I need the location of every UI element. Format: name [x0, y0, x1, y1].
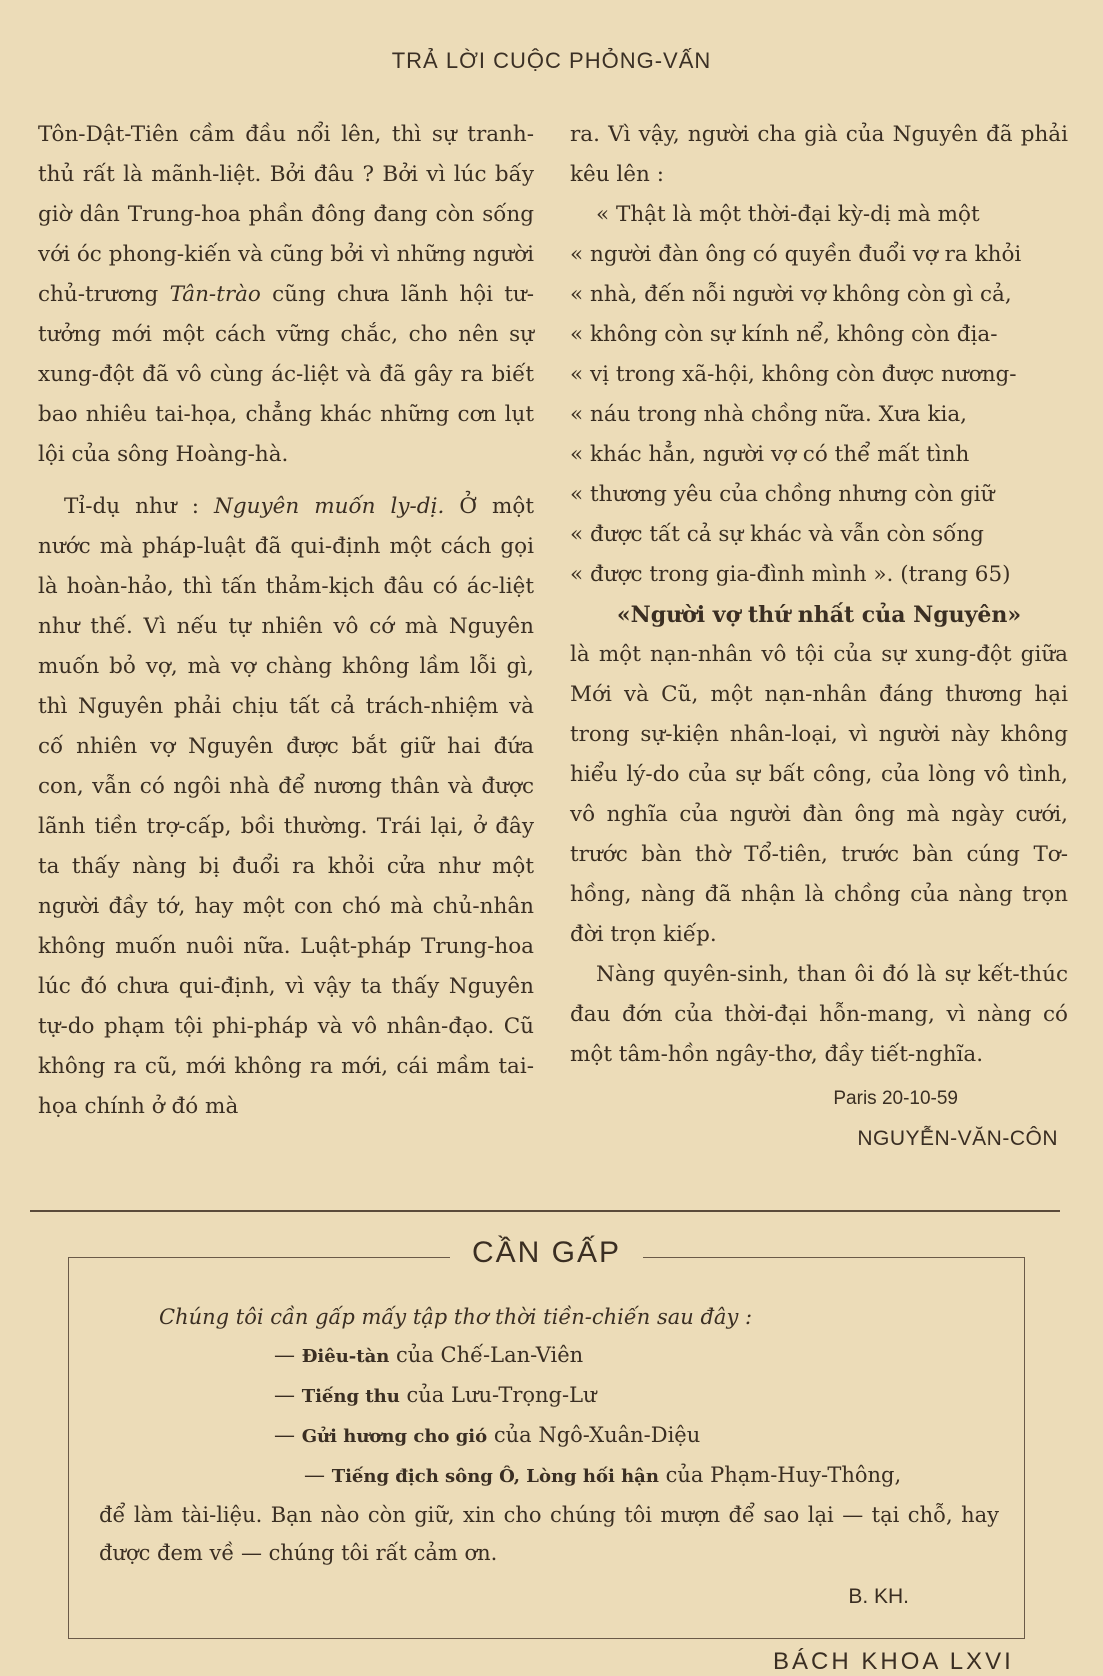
right-paragraph-2: «Người vợ thứ nhất của Nguyên» là một nạn-nhân vô tội của sự xung-đột giữa Mới và Cũ, một nạn-nhân đáng thương hại trong sự-kiện nhân-loại, vì người này không hiểu lý-do của sự bất công, của lòng vô tình, vô nghĩa của người đàn ông mà ngày cưới, trước bàn thờ Tổ-tiên, trước bàn cúng Tơ-hồng, nàng đã nhận là chồng của nàng trọn đời trọn kiếp.: [570, 595, 1068, 955]
notice-entry: — Tiếng địch sông Ô, Lòng hối hận của Phạm-Huy-Thông,: [304, 1463, 902, 1487]
author-name: NGUYỄN-VĂN-CÔN: [857, 1127, 1058, 1150]
quote-line: « Thật là một thời-đại kỳ-dị mà một: [596, 202, 980, 227]
notice-box: [68, 1236, 1025, 1639]
footer-cut-text: BÁCH KHOA LXVI: [773, 1648, 1014, 1675]
right-column: [570, 115, 1068, 1159]
left-paragraph-2: Tỉ-dụ như : Nguyên muốn ly-dị. Ở một nước mà pháp-luật đã qui-định một cách gọi là hoàn-hảo, thì tấn thảm-kịch đâu có ác-liệt như thế. Vì nếu tự nhiên vô cớ mà Nguyên muốn bỏ vợ, mà vợ chàng không lầm lỗi gì, thì Nguyên phải chịu tất cả trách-nhiệm và cố nhiên vợ Nguyên được bắt giữ hai đứa con, vẫn có ngôi nhà để nương thân và được lãnh tiền trợ-cấp, bồi thường. Trái lại, ở đây ta thấy nàng bị đuổi ra khỏi cửa như một người đầy tớ, hay một con chó mà chủ-nhân không muốn nuôi nữa. Luật-pháp Trung-hoa lúc đó chưa qui-định, vì vậy ta thấy Nguyên tự-do phạm tội phi-pháp và vô nhân-đạo. Cũ không ra cũ, mới không ra mới, cái mầm tai-họa chính ở đó mà: [38, 494, 535, 1119]
notice-title: CẦN GẤP: [450, 1236, 643, 1269]
father-quote: [570, 195, 1068, 595]
running-header: TRẢ LỜI CUỘC PHỎNG-VẤN: [391, 48, 712, 73]
quote-line: « không còn sự kính nể, không còn địa-: [570, 322, 998, 347]
quote-line: « nhà, đến nỗi người vợ không còn gì cả,: [570, 282, 1012, 307]
notice-intro: Chúng tôi cần gấp mấy tập thơ thời tiền-chiến sau đây :: [159, 1305, 753, 1329]
notice-body: [99, 1298, 999, 1616]
place-date: Paris 20-10-59: [833, 1088, 958, 1109]
quote-line: « thương yêu của chồng nhưng còn giữ: [570, 482, 995, 507]
quote-line: « được trong gia-đình mình ». (trang 65): [570, 562, 1011, 587]
notice-closing: để làm tài-liệu. Bạn nào còn giữ, xin cho chúng tôi mượn để sao lại — tại chỗ, hay được đem về — chúng tôi rất cảm ơn.: [99, 1503, 999, 1565]
right-paragraph-1: ra. Vì vậy, người cha già của Nguyên đã phải kêu lên :: [570, 122, 1068, 187]
quote-line: « náu trong nhà chồng nữa. Xưa kia,: [570, 402, 968, 427]
notice-signature: B. KH.: [848, 1585, 909, 1608]
book-title: «Người vợ thứ nhất của Nguyên»: [616, 602, 1022, 628]
notice-entry: — Gửi hương cho gió của Ngô-Xuân-Diệu: [274, 1423, 701, 1447]
left-paragraph-1: Tôn-Dật-Tiên cầm đầu nổi lên, thì sự tranh-thủ rất là mãnh-liệt. Bởi đâu ? Bởi vì lúc bấy giờ dân Trung-hoa phần đông đang còn sống với óc phong-kiến và cũng bởi vì những người chủ-trương Tân-trào cũng chưa lãnh hội tư-tưởng mới một cách vững chắc, cho nên sự xung-đột đã vô cùng ác-liệt và đã gây ra biết bao nhiêu tai-họa, chẳng khác những cơn lụt lội của sông Hoàng-hà.: [38, 122, 535, 467]
quote-line: « người đàn ông có quyền đuổi vợ ra khỏi: [570, 242, 1022, 267]
notice-entry: — Điêu-tàn của Chế-Lan-Viên: [274, 1343, 584, 1367]
quote-line: « vị trong xã-hội, không còn được nương-: [570, 362, 1017, 387]
left-column: [38, 115, 534, 1127]
right-paragraph-3: Nàng quyên-sinh, than ôi đó là sự kết-thúc đau đớn của thời-đại hỗn-mang, vì nàng có một tâm-hồn ngây-thơ, đầy tiết-nghĩa.: [570, 962, 1068, 1067]
notice-entry: — Tiếng thu của Lưu-Trọng-Lư: [274, 1383, 597, 1407]
quote-line: « khác hẳn, người vợ có thể mất tình: [570, 442, 970, 467]
example-title: Nguyên muốn ly-dị.: [214, 494, 445, 519]
quote-line: « được tất cả sự khác và vẫn còn sống: [570, 522, 984, 547]
section-divider: [30, 1210, 1060, 1212]
tan-trao-term: Tân-trào: [169, 282, 261, 307]
